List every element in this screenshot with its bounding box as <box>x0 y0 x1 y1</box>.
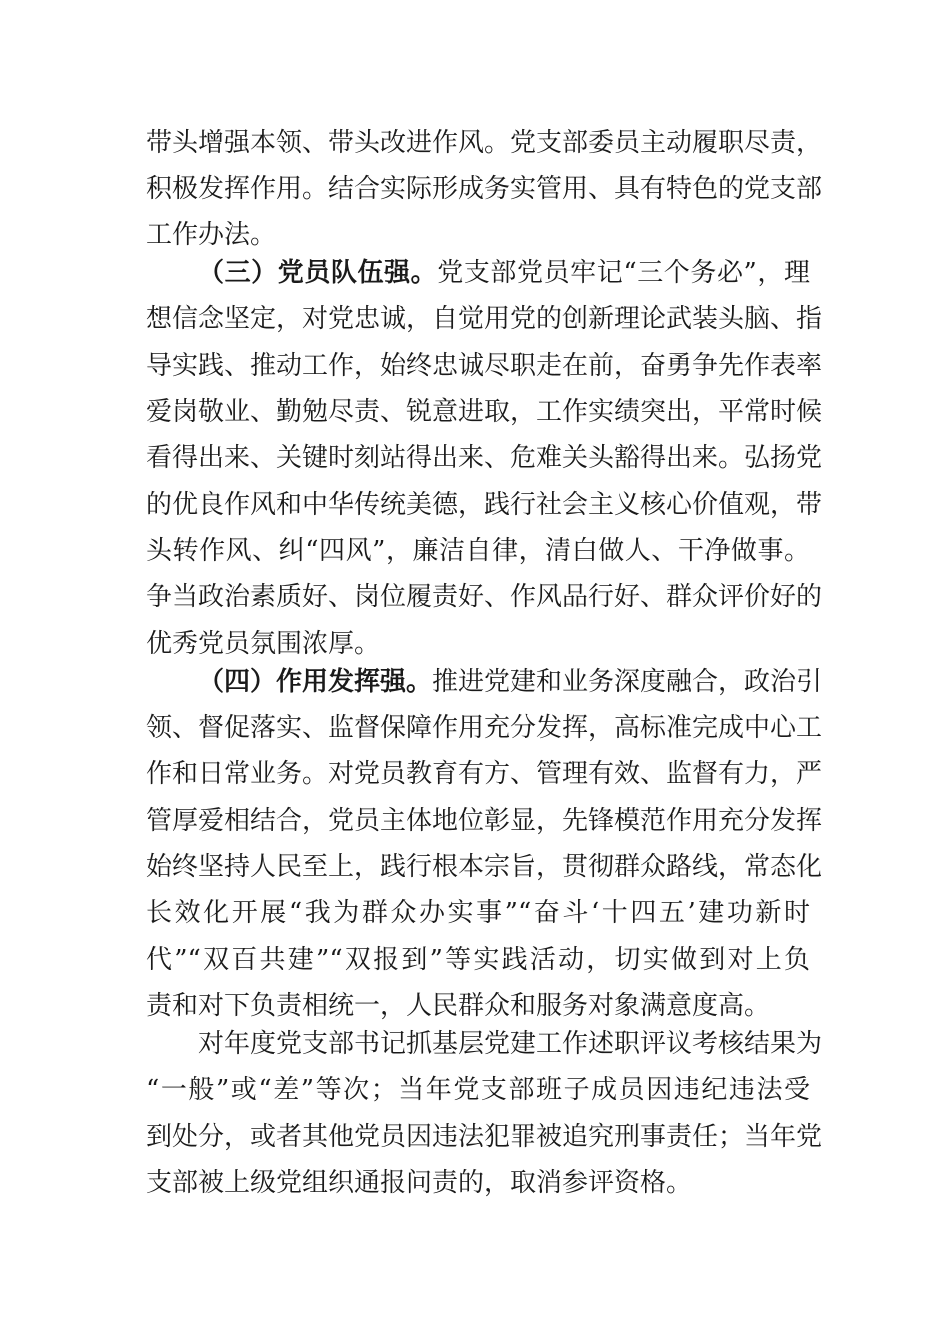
text-span: 党支部党员牢记“三个务必”，理 <box>437 258 810 288</box>
text-line: 优秀党员氛围浓厚。 <box>146 629 381 659</box>
text-line: 到处分，或者其他党员因违法犯罪被追究刑事责任；当年党 <box>146 1122 823 1152</box>
text-line: 作和日常业务。对党员教育有方、管理有效、监督有力，严 <box>146 759 823 789</box>
text-line: 想信念坚定，对党忠诚，自觉用党的创新理论武装头脑、指 <box>146 304 823 334</box>
text-line: 支部被上级党组织通报问责的，取消参评资格。 <box>146 1168 693 1198</box>
text-line: 责和对下负责相统一，人民群众和服务对象满意度高。 <box>146 991 771 1021</box>
text-line: 管厚爱相结合，党员主体地位彰显，先锋模范作用充分发挥 <box>146 806 823 836</box>
text-line: 始终坚持人民至上，践行根本宗旨，贯彻群众路线，常态化 <box>146 852 823 882</box>
paragraph-first-line <box>198 251 810 295</box>
paragraph-first-line <box>198 660 823 704</box>
text-line: 头转作风、纠“四风”，廉洁自律，清白做人、干净做事。 <box>146 536 810 566</box>
text-line: 争当政治素质好、岗位履责好、作风品行好、群众评价好的 <box>146 582 823 612</box>
text-line: 导实践、推动工作，始终忠诚尽职走在前，奋勇争先作表率 <box>146 351 823 381</box>
section-heading: （三）党员队伍强。 <box>198 258 438 288</box>
text-line: 看得出来、关键时刻站得出来、危难关头豁得出来。弘扬党 <box>146 443 823 473</box>
text-line: 积极发挥作用。结合实际形成务实管用、具有特色的党支部 <box>146 174 823 204</box>
text-line: 长效化开展“我为群众办实事”“奋斗‘十四五’建功新时 <box>146 898 810 928</box>
text-line: 代”“双百共建”“双报到”等实践活动，切实做到对上负 <box>146 945 810 975</box>
text-line: 爱岗敬业、勤勉尽责、锐意进取，工作实绩突出，平常时候 <box>146 397 823 427</box>
text-line: 带头增强本领、带头改进作风。党支部委员主动履职尽责， <box>146 128 823 158</box>
text-line: 领、督促落实、监督保障作用充分发挥，高标准完成中心工 <box>146 713 823 743</box>
paragraph-first-line: 对年度党支部书记抓基层党建工作述职评议考核结果为 <box>198 1029 823 1059</box>
text-line: 的优良作风和中华传统美德，践行社会主义核心价值观，带 <box>146 490 823 520</box>
text-line: 工作办法。 <box>146 220 277 250</box>
text-span: 推进党建和业务深度融合，政治引 <box>432 667 823 697</box>
text-line: “一般”或“差”等次；当年党支部班子成员因违纪违法受 <box>146 1075 810 1105</box>
section-heading: （四）作用发挥强。 <box>198 667 433 697</box>
